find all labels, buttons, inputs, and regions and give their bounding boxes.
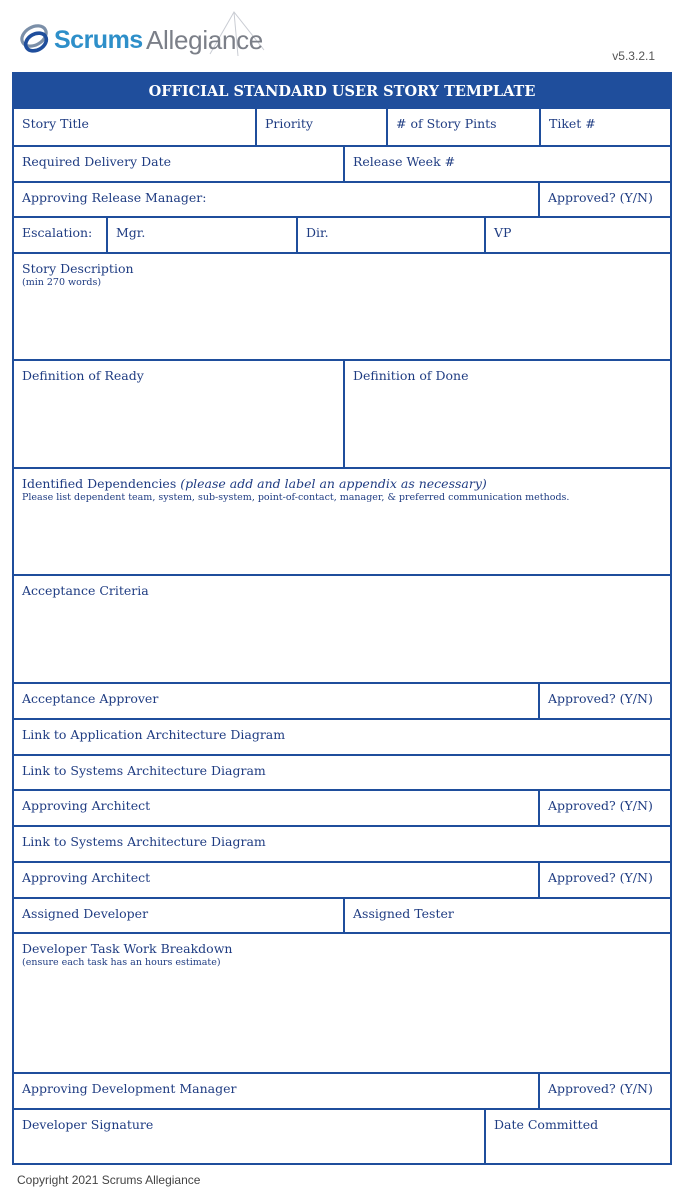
approving-architect-label: Approving Architect [22,870,151,885]
version-label: v5.3.2.1 [612,49,655,63]
identified-dependencies-field[interactable] [14,469,670,574]
row-acceptance-approver [14,682,670,718]
row-story-info [14,109,670,145]
acceptance-approved-field[interactable] [538,684,670,718]
architect-approved-field-2[interactable] [538,863,670,897]
escalation-mgr-field[interactable] [106,218,296,252]
definition-of-ready-field[interactable] [14,361,343,467]
date-committed-field[interactable] [484,1110,670,1163]
form-title: OFFICIAL STANDARD USER STORY TEMPLATE [14,74,670,109]
assigned-developer-field[interactable] [14,899,343,932]
assigned-tester-field[interactable] [343,899,670,932]
sys-arch-link-label: Link to Systems Architecture Diagram [22,834,266,849]
required-delivery-date-label: Required Delivery Date [22,154,171,169]
identified-dependencies-label: Identified Dependencies [22,476,177,491]
story-points-field[interactable] [386,109,539,145]
logo-word-scrums: Scrums [54,26,143,54]
logo-rings-icon [18,22,54,58]
dir-label: Dir. [306,225,329,240]
identified-dependencies-note: Please list dependent team, system, sub-system, point-of-contact, manager, & preferred communication methods. [22,492,570,503]
app-arch-link-label: Link to Application Architecture Diagram [22,727,286,742]
story-description-note: (min 270 words) [22,277,102,288]
row-assignments [14,897,670,932]
approving-release-manager-field[interactable] [14,183,538,216]
approving-dev-manager-label: Approving Development Manager [22,1081,237,1096]
acceptance-approver-field[interactable] [14,684,538,718]
row-sys-arch-link [14,754,670,789]
acceptance-criteria-label: Acceptance Criteria [22,583,149,598]
row-signature [14,1108,670,1163]
approved-label: Approved? (Y/N) [548,1081,653,1096]
acceptance-approver-label: Acceptance Approver [22,691,159,706]
approving-architect-field-2[interactable] [14,863,538,897]
sys-arch-link-field-2[interactable] [14,827,670,861]
date-committed-label: Date Committed [494,1117,599,1132]
mgr-label: Mgr. [116,225,146,240]
dev-manager-approved-field[interactable] [538,1074,670,1108]
approved-label: Approved? (Y/N) [548,798,653,813]
identified-dependencies-italic: (please add and label an appendix as necessary) [180,476,487,491]
logo-word-allegiance: Allegiance [146,25,263,55]
row-approving-architect [14,789,670,825]
approving-dev-manager-field[interactable] [14,1074,538,1108]
row-dev-manager [14,1072,670,1108]
app-arch-link-field[interactable] [14,720,670,754]
escalation-label-cell [14,218,106,252]
priority-field[interactable] [255,109,386,145]
required-delivery-date-field[interactable] [14,147,343,181]
ticket-field[interactable] [539,109,670,145]
row-escalation [14,216,670,252]
row-task-breakdown [14,932,670,1072]
priority-label: Priority [265,116,313,131]
escalation-vp-field[interactable] [484,218,670,252]
approved-label: Approved? (Y/N) [548,870,653,885]
definition-of-done-field[interactable] [343,361,670,467]
row-delivery [14,145,670,181]
copyright-text: Copyright 2021 Scrums Allegiance [17,1173,201,1187]
story-description-label: Story Description [22,261,134,276]
brand-logo [18,18,278,62]
definition-of-ready-label: Definition of Ready [22,368,144,383]
acceptance-criteria-field[interactable] [14,576,670,682]
developer-signature-label: Developer Signature [22,1117,154,1132]
row-approving-architect-2 [14,861,670,897]
row-acceptance-criteria [14,574,670,682]
release-week-field[interactable] [343,147,670,181]
story-points-label: # of Story Pints [396,116,497,131]
user-story-form [12,72,672,1165]
story-title-field[interactable] [14,109,255,145]
sys-arch-link-label: Link to Systems Architecture Diagram [22,763,266,778]
release-week-label: Release Week # [353,154,456,169]
assigned-tester-label: Assigned Tester [353,906,454,921]
approving-release-manager-label: Approving Release Manager: [22,190,207,205]
approved-label: Approved? (Y/N) [548,691,653,706]
row-story-description [14,252,670,359]
row-release-manager [14,181,670,216]
approving-architect-label: Approving Architect [22,798,151,813]
definition-of-done-label: Definition of Done [353,368,469,383]
sys-arch-link-field[interactable] [14,756,670,789]
ticket-label: Tiket # [549,116,596,131]
story-description-field[interactable] [14,254,670,359]
row-sys-arch-link-2 [14,825,670,861]
developer-signature-field[interactable] [14,1110,484,1163]
row-dependencies [14,467,670,574]
release-approved-field[interactable] [538,183,670,216]
dev-task-breakdown-label: Developer Task Work Breakdown [22,941,233,956]
story-title-label: Story Title [22,116,89,131]
row-definitions [14,359,670,467]
escalation-label: Escalation: [22,225,93,240]
dev-task-breakdown-field[interactable] [14,934,670,1072]
vp-label: VP [494,225,512,240]
escalation-dir-field[interactable] [296,218,484,252]
approved-label: Approved? (Y/N) [548,190,653,205]
assigned-developer-label: Assigned Developer [22,906,149,921]
approving-architect-field[interactable] [14,791,538,825]
architect-approved-field[interactable] [538,791,670,825]
row-app-arch-link [14,718,670,754]
dev-task-breakdown-note: (ensure each task has an hours estimate) [22,957,221,968]
